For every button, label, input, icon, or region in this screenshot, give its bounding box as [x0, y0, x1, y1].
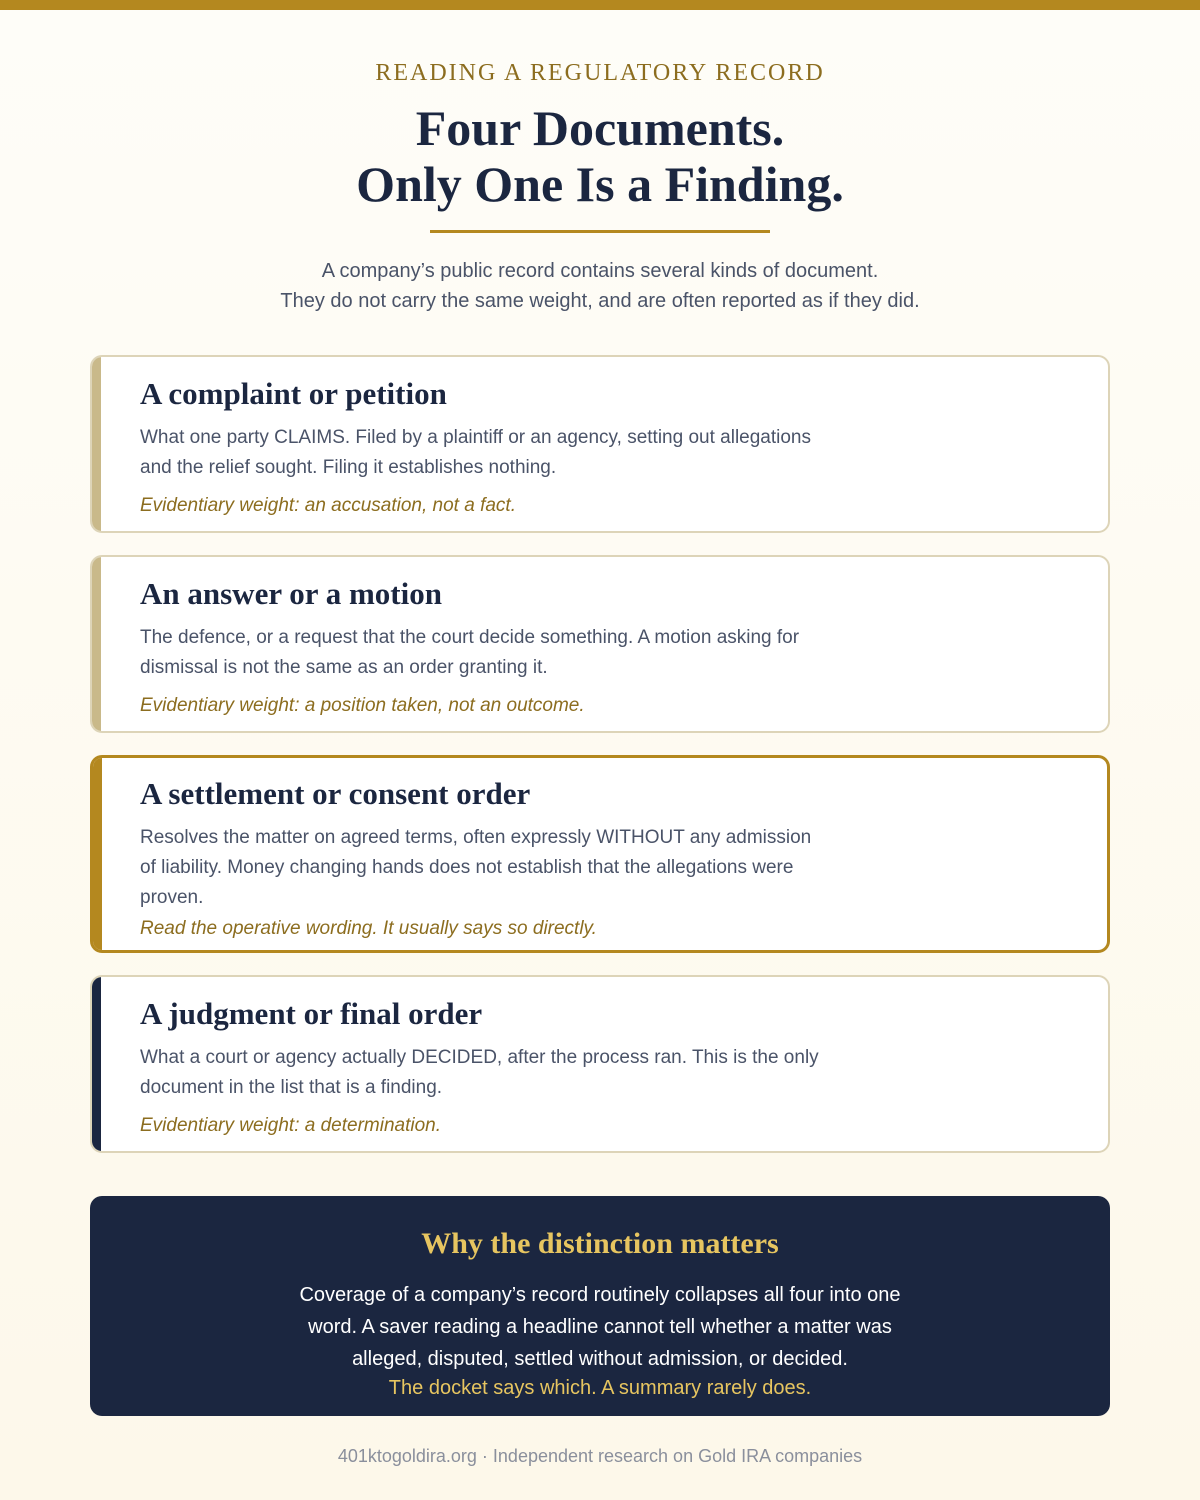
card-note: Evidentiary weight: a determination. [140, 1115, 441, 1136]
card-title: A settlement or consent order [140, 776, 531, 811]
eyebrow-label: READING A REGULATORY RECORD [375, 60, 825, 86]
intro-line-2: They do not carry the same weight, and are often reported as if they did. [280, 290, 920, 312]
card-accent-bar [92, 977, 101, 1151]
title-divider [430, 230, 770, 233]
top-accent-bar [0, 0, 1200, 10]
card-judgment [90, 975, 1110, 1153]
card-note: Evidentiary weight: an accusation, not a fact. [140, 495, 516, 516]
card-body: What one party CLAIMS. Filed by a plaintiff or an agency, setting out allegations and the relief sought. Filing it establishes nothing. [140, 427, 812, 478]
page-title-line-2: Only One Is a Finding. [356, 156, 844, 212]
summary-line-2: word. A saver reading a headline cannot tell whether a matter was [308, 1316, 892, 1338]
card-note: Read the operative wording. It usually says so directly. [140, 918, 597, 939]
page-title [0, 100, 1200, 212]
intro-text [0, 256, 1200, 316]
card-accent-bar [92, 357, 101, 531]
card-title: A judgment or final order [140, 996, 483, 1031]
card-note: Evidentiary weight: a position taken, not an outcome. [140, 695, 585, 716]
card-body: The defence, or a request that the court decide something. A motion asking for dismissal is not the same as an order granting it. [140, 627, 800, 678]
card-body: Resolves the matter on agreed terms, often expressly WITHOUT any admission of liability. Money changing hands does not establish that the allegations were proven. [140, 827, 812, 908]
page-title-line-1: Four Documents. [415, 100, 785, 156]
footer-credit: 401ktogoldira.org · Independent research on Gold IRA companies [337, 1446, 863, 1466]
card-settlement [90, 755, 1110, 953]
summary-accent-text: The docket says which. A summary rarely does. [388, 1377, 812, 1399]
card-complaint [90, 355, 1110, 533]
intro-line-1: A company’s public record contains several kinds of document. [321, 260, 879, 282]
summary-body [270, 1279, 930, 1375]
card-body: What a court or agency actually DECIDED, after the process ran. This is the only document in the list that is a finding. [140, 1047, 819, 1098]
summary-line-3: alleged, disputed, settled without admission, or decided. [352, 1348, 848, 1370]
card-accent-bar [92, 557, 101, 731]
summary-line-1: Coverage of a company’s record routinely collapses all four into one [299, 1284, 901, 1306]
card-accent-bar [93, 758, 102, 950]
card-answer-motion [90, 555, 1110, 733]
summary-panel [90, 1196, 1110, 1416]
card-title: An answer or a motion [140, 576, 442, 611]
card-title: A complaint or petition [140, 376, 447, 411]
summary-title: Why the distinction matters [421, 1227, 779, 1260]
